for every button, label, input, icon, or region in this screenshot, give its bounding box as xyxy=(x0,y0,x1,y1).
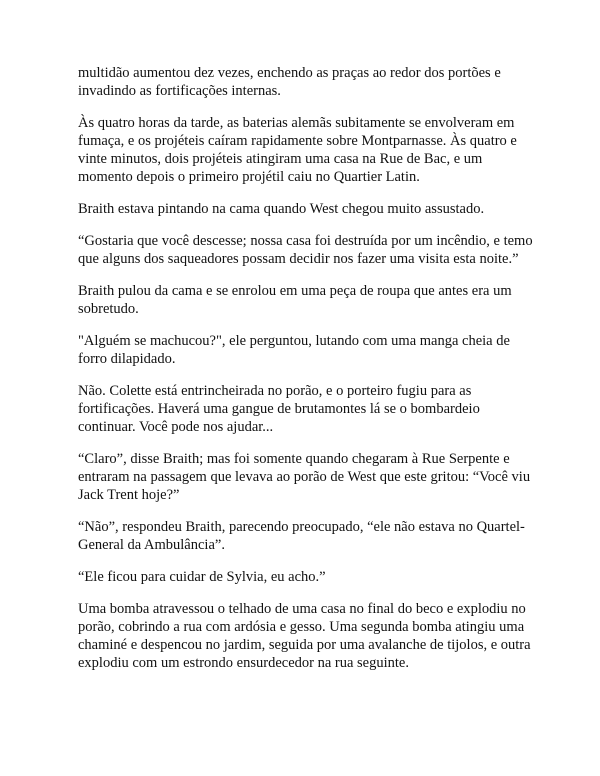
paragraph-2: Às quatro horas da tarde, as baterias alemãs subitamente se envolveram em fumaça, e os projéteis caíram rapidamente sobre Montparnasse. Às quatro e vinte minutos, dois projéteis atingiram uma casa na Rue de Bac, e um momento depois o primeiro projétil caiu no Quartier Latin. xyxy=(78,115,517,185)
paragraph-8: “Claro”, disse Braith; mas foi somente quando chegaram à Rue Serpente e entraram na passagem que levava ao porão de West que este gritou: “Você viu Jack Trent hoje?” xyxy=(78,451,531,503)
paragraph-9: “Não”, respondeu Braith, parecendo preocupado, “ele não estava no Quartel-General da Ambulância”. xyxy=(78,519,525,553)
paragraph-4: “Gostaria que você descesse; nossa casa foi destruída por um incêndio, e temo que alguns dos saqueadores possam decidir nos fazer uma visita esta noite.” xyxy=(78,233,533,267)
paragraph-1: multidão aumentou dez vezes, enchendo as praças ao redor dos portões e invadindo as fortificações internas. xyxy=(78,65,501,99)
document-page xyxy=(78,64,538,686)
paragraph-11: Uma bomba atravessou o telhado de uma casa no final do beco e explodiu no porão, cobrindo a rua com ardósia e gesso. Uma segunda bomba atingiu uma chaminé e despencou no jardim, seguida por uma avalanche de tijolos, e outra explodiu com um estrondo ensurdecedor na rua seguinte. xyxy=(78,601,531,671)
paragraph-6: "Alguém se machucou?", ele perguntou, lutando com uma manga cheia de forro dilapidado. xyxy=(78,333,510,367)
paragraph-5: Braith pulou da cama e se enrolou em uma peça de roupa que antes era um sobretudo. xyxy=(78,283,512,317)
paragraph-3: Braith estava pintando na cama quando West chegou muito assustado. xyxy=(78,201,485,217)
paragraph-7: Não. Colette está entrincheirada no porão, e o porteiro fugiu para as fortificações. Haverá uma gangue de brutamontes lá se o bombardeio continuar. Você pode nos ajudar... xyxy=(78,383,480,435)
paragraph-10: “Ele ficou para cuidar de Sylvia, eu acho.” xyxy=(78,569,326,585)
